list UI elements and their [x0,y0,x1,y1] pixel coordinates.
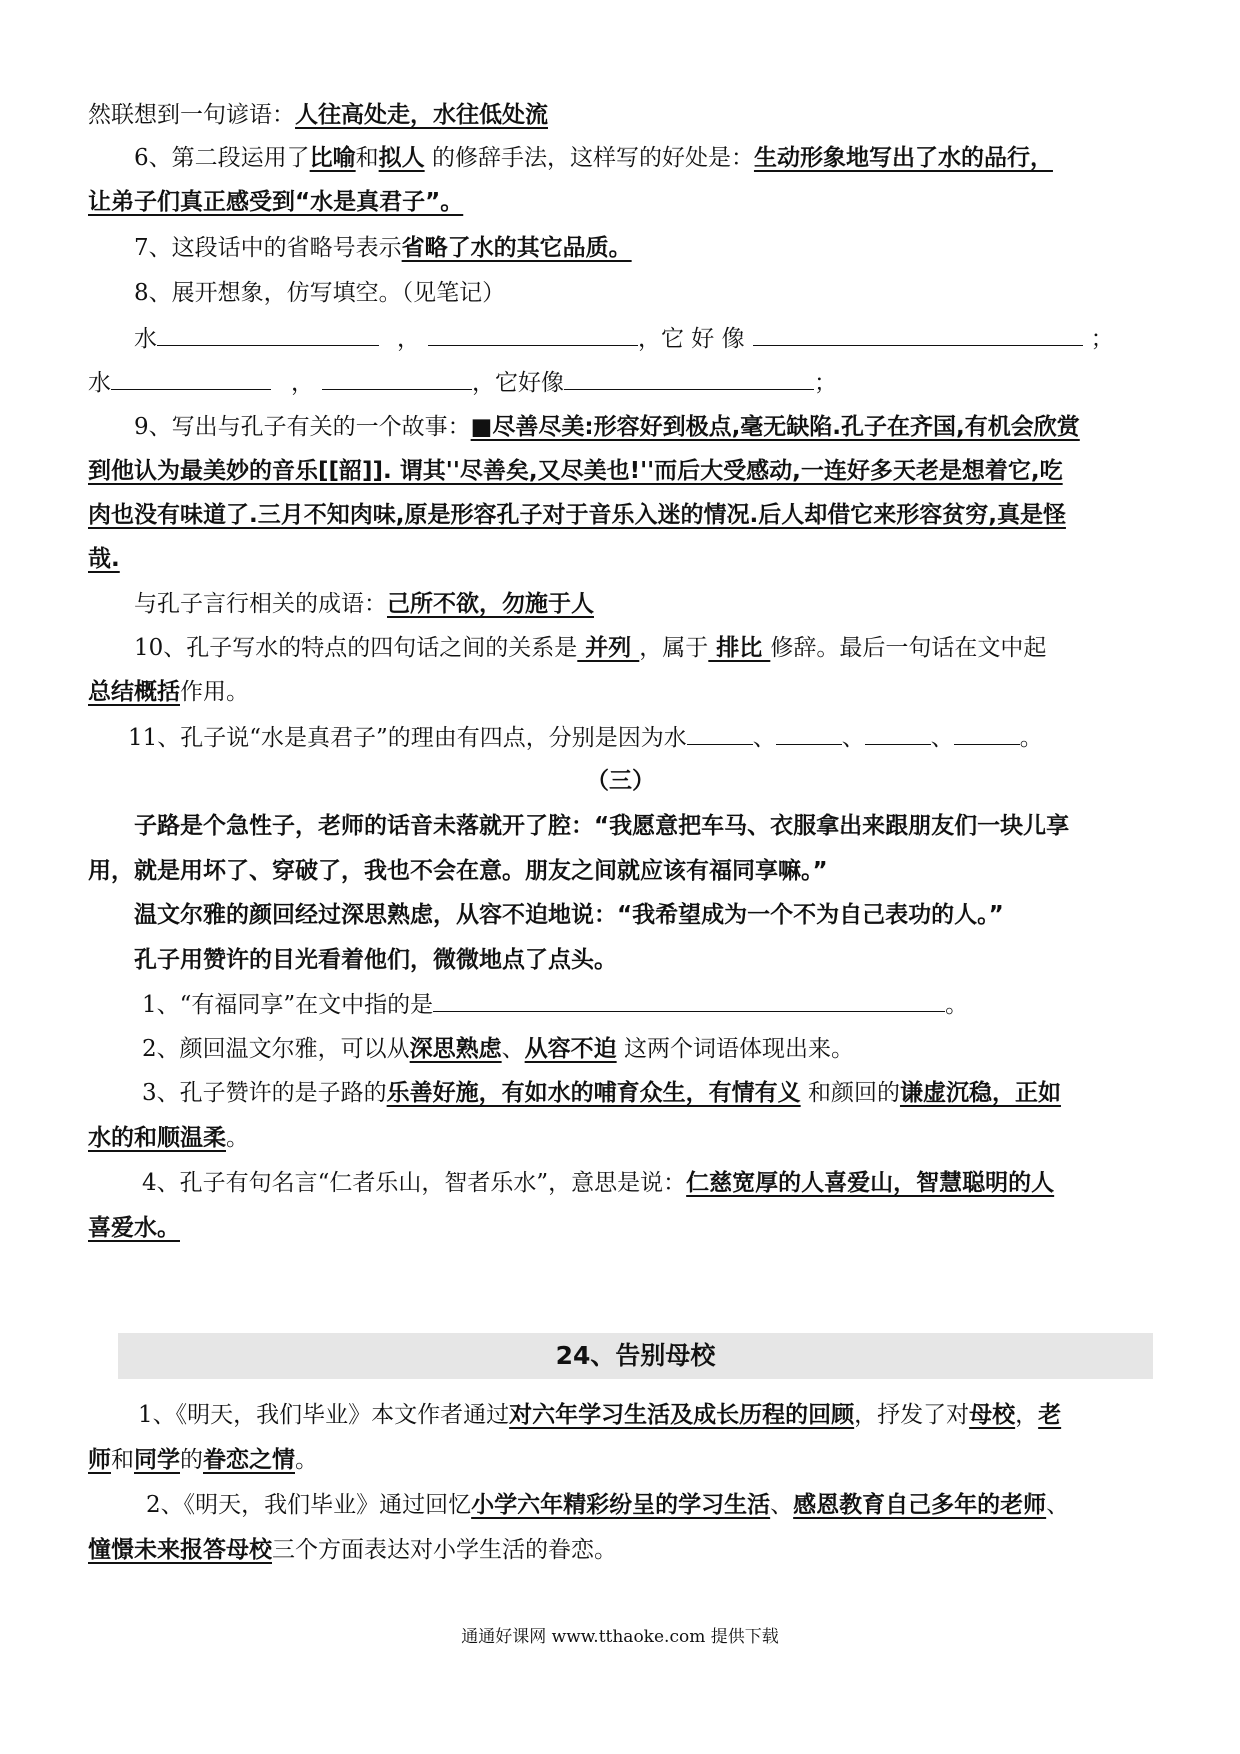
question-3: 3、孔子赞许的是子路的乐善好施，有如水的哺育众生，有情有义 和颜回的谦虚沉稳，正如 [142,1080,1061,1106]
answer: 仁慈宽厚的人喜爱山，智慧聪明的人 [686,1170,1055,1196]
answer: 老 [1038,1402,1062,1428]
fill-blank[interactable] [564,367,814,390]
question-10: 10、孔子写水的特点的四句话之间的关系是 并列 ，属于 排比 修辞。最后一句话在文中起 [134,635,1047,661]
answer: 比喻 [309,145,356,171]
text-line-1: 然联想到一句谚语：人往高处走，水往低处流 [88,102,548,128]
answer: 小学六年精彩纷呈的学习生活 [471,1492,771,1518]
question-8: 8、展开想象，仿写填空。（见笔记） [134,280,506,306]
section-heading: （三） [586,768,655,794]
passage-line: 用，就是用坏了、穿破了，我也不会在意。朋友之间就应该有福同享嘛。” [88,858,828,884]
answer: 深思熟虑 [409,1036,502,1062]
chapter-question-1-cont: 师和同学的眷恋之情。 [88,1447,318,1473]
answer: 母校 [969,1402,1016,1428]
answer: 师 [88,1447,111,1473]
answer: 谦虚沉稳，正如 [899,1080,1061,1106]
answer: 排比 [708,635,771,661]
fill-blank[interactable] [322,367,472,390]
answer: ■尽善尽美:形容好到极点,毫无缺陷.孔子在齐国,有机会欣赏 [470,414,1080,440]
question-7: 7、这段话中的省略号表示省略了水的其它品质。 [134,235,632,261]
passage-line: 孔子用赞许的目光看着他们，微微地点了点头。 [134,947,617,973]
idiom-line: 与孔子言行相关的成语：己所不欲，勿施于人 [134,591,594,617]
answer: 同学 [134,1447,180,1473]
fill-blank[interactable] [428,323,638,346]
answer: 乐善好施，有如水的哺育众生，有情有义 [386,1080,801,1106]
answer: 对六年学习生活及成长历程的回顾 [509,1402,855,1428]
question-6-cont [88,187,1153,217]
fill-blank[interactable] [433,989,945,1012]
chapter-question-2: 2、《明天，我们毕业》通过回忆小学六年精彩纷呈的学习生活、感恩教育自己多年的老师、 [146,1492,1070,1518]
question-1: 1、“有福同享”在文中指的是 。 [142,989,1162,1020]
question-2: 2、颜回温文尔雅，可以从深思熟虑、从容不迫 这两个词语体现出来。 [142,1036,854,1062]
question-4-cont [88,1213,1153,1243]
answer: 憧憬未来报答母校 [88,1537,272,1563]
answer: 生动形象地写出了水的品行， [753,145,1053,171]
fill-blank[interactable] [753,323,1083,346]
answer: 哉. [88,546,120,572]
answer: 感恩教育自己多年的老师 [793,1492,1047,1518]
answer: 并列 [577,635,640,661]
question-3-cont: 水的和顺温柔。 [88,1125,249,1151]
answer: 拟人 [378,145,425,171]
passage-line: 温文尔雅的颜回经过深思熟虑，从容不迫地说：“我希望成为一个不为自己表功的人。” [134,902,1004,928]
question-9: 9、写出与孔子有关的一个故事：■尽善尽美:形容好到极点,毫无缺陷.孔子在齐国,有机会欣赏 [134,414,1080,440]
question-9-cont [88,456,1153,486]
answer: 让弟子们真正感受到“水是真君子”。 [88,189,464,215]
answer: 喜爱水。 [88,1215,180,1241]
answer: 肉也没有味道了.三月不知肉味,原是形容孔子对于音乐入迷的情况.后人却借它来形容贫穷,真是怪 [88,502,1066,528]
answer: 总结概括 [88,679,180,705]
answer: 到他认为最美妙的音乐[[韶]]. 谓其''尽善矣,又尽美也!''而后大受感动,一连好多天老是想着它,吃 [88,458,1063,484]
fill-blank[interactable] [111,367,271,390]
fill-line-2: 水 ， ，它好像 ； [88,367,1153,398]
fill-blank[interactable] [687,722,753,745]
question-9-cont [88,544,1153,574]
fill-blank[interactable] [865,722,931,745]
answer: 省略了水的其它品质。 [401,235,632,261]
chapter-question-1: 1、《明天，我们毕业》本文作者通过对六年学习生活及成长历程的回顾，抒发了对母校，老 [138,1402,1062,1428]
page-footer: 通通好课网 www.tthaoke.com 提供下载 [461,1627,779,1647]
answer: 水的和顺温柔 [88,1125,226,1151]
answer: 己所不欲，勿施于人 [387,591,594,617]
question-9-cont [88,500,1153,530]
chapter-question-2-cont: 憧憬未来报答母校三个方面表达对小学生活的眷恋。 [88,1537,617,1563]
answer: 从容不迫 [524,1036,617,1062]
answer: 人往高处走，水往低处流 [295,102,548,128]
question-10-cont: 总结概括作用。 [88,679,249,705]
fill-blank[interactable] [157,323,379,346]
question-6: 6、第二段运用了比喻和拟人 的修辞手法，这样写的好处是：生动形象地写出了水的品行， [134,145,1053,171]
chapter-heading: 24、告别母校 [118,1333,1153,1379]
question-4: 4、孔子有句名言“仁者乐山，智者乐水”，意思是说：仁慈宽厚的人喜爱山，智慧聪明的人 [142,1170,1055,1196]
passage-line: 子路是个急性子，老师的话音未落就开了腔：“我愿意把车马、衣服拿出来跟朋友们一块儿享 [134,813,1070,839]
fill-blank[interactable] [954,722,1020,745]
fill-line-1: 水 ， ，它 好 像 ； [134,323,1154,354]
question-11: 11、孔子说“水是真君子”的理由有四点，分别是因为水 、 、 、 。 [128,722,1148,753]
answer: 眷恋之情 [203,1447,295,1473]
fill-blank[interactable] [776,722,842,745]
